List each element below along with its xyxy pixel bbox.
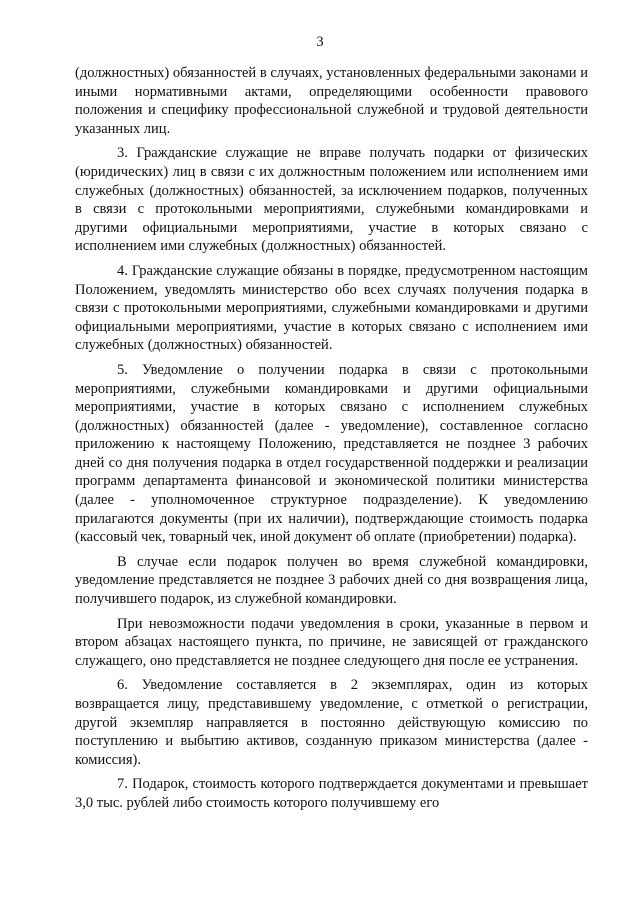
paragraph-item-6: 6. Уведомление составляется в 2 экземплярах, один из которых возвращается лицу, представившему уведомление, с отметкой о регистрации, другой экземпляр направляется в постоянно действующую комиссию по поступлению и выбытию активов, созданную приказом министерства (далее - комиссия). — [75, 677, 588, 768]
paragraph-item-3: 3. Гражданские служащие не вправе получать подарки от физических (юридических) лиц в связи с их должностным положением или исполнением ими служебных (должностных) обязанностей, за исключением подарков, полученных в связи с протокольными мероприятиями, служебными командировками и другими официальными мероприятиями, участие в которых связано с исполнением ими служебных (должностных) обязанностей. — [75, 145, 588, 255]
paragraph-item-5-abzac-2: В случае если подарок получен во время служебной командировки, уведомление представляется не позднее 3 рабочих дней со дня возвращения лица, получившего подарок, из служебной командировки. — [75, 553, 588, 608]
paragraph-item-5-abzac-3: При невозможности подачи уведомления в сроки, указанные в первом и втором абзацах настоящего пункта, по причине, не зависящей от гражданского служащего, оно представляется не позднее следующего дня после ее устранения. — [75, 615, 588, 669]
paragraph-continued: (должностных) обязанностей в случаях, установленных федеральными законами и иными нормативными актами, определяющими особенности правового положения и специфику профессиональной служебной и трудовой деятельности указанных лиц. — [75, 65, 588, 137]
page-number: 3 — [316, 34, 324, 50]
document-body — [75, 64, 588, 819]
paragraph-item-7: 7. Подарок, стоимость которого подтверждается документами и превышает 3,0 тыс. рублей либо стоимость которого получившему его — [75, 776, 588, 811]
paragraph-item-5: 5. Уведомление о получении подарка в связи с протокольными мероприятиями, служебными командировками и другими официальными мероприятиями, участие в которых связано с исполнением служебных (должностных) обязанностей (далее - уведомление), составленное согласно приложению к настоящему Положению, представляется не позднее 3 рабочих дней со дня получения подарка в отдел государственной поддержки и реализации программ департамента финансовой и экономической политики министерства (далее - уполномоченное структурное подразделение). К уведомлению прилагаются документы (при их наличии), подтверждающие стоимость подарка (кассовый чек, товарный чек, иной документ об оплате (приобретении) подарка). — [75, 361, 588, 546]
paragraph-item-4: 4. Гражданские служащие обязаны в порядке, предусмотренном настоящим Положением, уведомлять министерство обо всех случаях получения подарка в связи с протокольными мероприятиями, служебными командировками и другими официальными мероприятиями, участие в которых связано с исполнением ими служебных (должностных) обязанностей. — [75, 262, 588, 354]
